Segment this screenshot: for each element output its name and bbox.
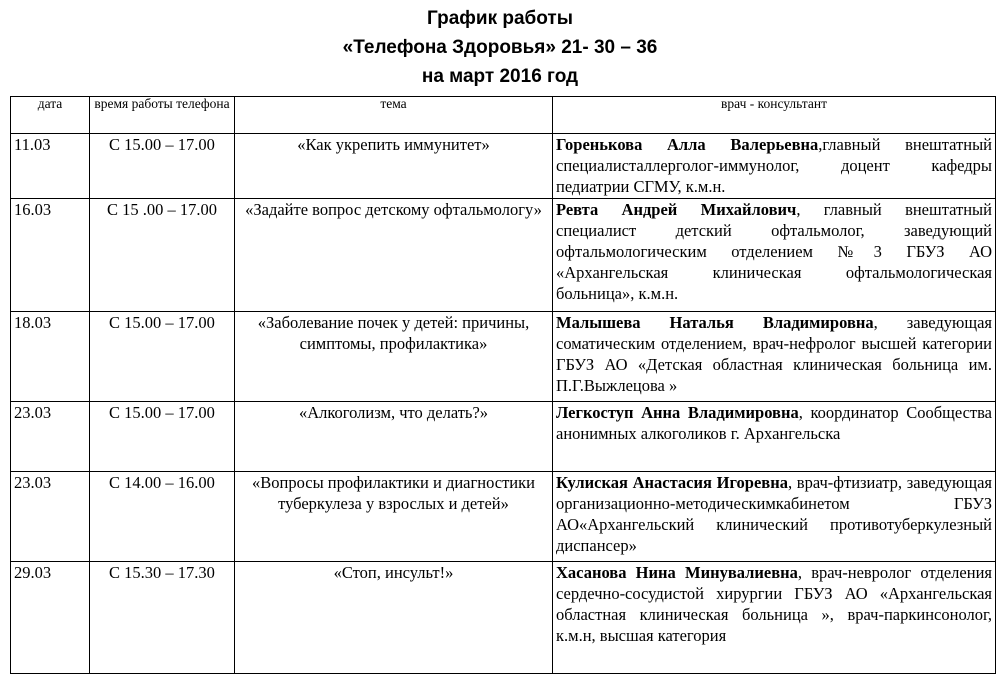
- cell-date: 23.03: [11, 472, 90, 562]
- table-row: [11, 472, 996, 562]
- table-row: [11, 134, 996, 199]
- cell-date: 18.03: [11, 312, 90, 402]
- doctor-description: , координатор Сообщества анонимных алкоголиков г. Архангельска: [556, 403, 992, 443]
- table-row: [11, 199, 996, 312]
- title-line-2: «Телефона Здоровья» 21- 30 – 36: [342, 37, 658, 58]
- doctor-description: , врач-невролог отделения сердечно-сосудистой хирургии ГБУЗ АО «Архангельская областная клиническая больница », врач-паркинсонолог, к.м.н, высшая категория: [556, 563, 992, 645]
- cell-doctor: [553, 472, 996, 562]
- schedule-table: [10, 96, 996, 674]
- cell-time: С 15.00 – 17.00: [90, 402, 235, 472]
- cell-doctor: [553, 402, 996, 472]
- doctor-name: Кулиская Анастасия Игоревна: [556, 473, 788, 492]
- header-time: время работы телефона: [90, 97, 235, 134]
- doctor-name: Легкоступ Анна Владимировна: [556, 403, 799, 422]
- cell-time: С 15.00 – 17.00: [90, 312, 235, 402]
- doctor-description: , заведующая соматическим отделением, врач-нефролог высшей категории ГБУЗ АО «Детская областная клиническая больница им. П.Г.Выжлецова »: [556, 313, 992, 395]
- doctor-description: , врач-фтизиатр, заведующая организационно-методическимкабинетом ГБУЗ АО«Архангельский клинический противотуберкулезный диспансер»: [556, 473, 992, 555]
- cell-doctor: [553, 312, 996, 402]
- cell-date: 11.03: [11, 134, 90, 199]
- cell-topic: «Как укрепить иммунитет»: [235, 134, 553, 199]
- doctor-name: Горенькова Алла Валерьевна: [556, 135, 819, 154]
- cell-topic: «Заболевание почек у детей: причины, симптомы, профилактика»: [235, 312, 553, 402]
- cell-time: С 14.00 – 16.00: [90, 472, 235, 562]
- cell-topic: «Алкоголизм, что делать?»: [235, 402, 553, 472]
- header-topic: тема: [235, 97, 553, 134]
- header-date: дата: [11, 97, 90, 134]
- table-header-row: [11, 97, 996, 134]
- doctor-name: Малышева Наталья Владимировна: [556, 313, 874, 332]
- cell-date: 16.03: [11, 199, 90, 312]
- title-line-1: График работы: [427, 8, 573, 29]
- cell-date: 29.03: [11, 562, 90, 674]
- cell-time: С 15.30 – 17.30: [90, 562, 235, 674]
- cell-topic: «Вопросы профилактики и диагностики туберкулеза у взрослых и детей»: [235, 472, 553, 562]
- document-title: [0, 0, 1000, 91]
- title-line-3: на март 2016 год: [421, 66, 579, 87]
- cell-date: 23.03: [11, 402, 90, 472]
- table-row: [11, 402, 996, 472]
- doctor-name: Хасанова Нина Минувалиевна: [556, 563, 798, 582]
- header-doctor: врач - консультант: [553, 97, 996, 134]
- doctor-name: Ревта Андрей Михайлович: [556, 200, 797, 219]
- cell-doctor: [553, 562, 996, 674]
- table-row: [11, 562, 996, 674]
- doctor-description: ,главный внештатный специалисталлерголог-иммунолог, доцент кафедры педиатрии СГМУ, к.м.н.: [556, 135, 992, 196]
- table-row: [11, 312, 996, 402]
- cell-topic: «Задайте вопрос детскому офтальмологу»: [235, 199, 553, 312]
- doctor-description: , главный внештатный специалист детский офтальмолог, заведующий офтальмологическим отделением №3 ГБУЗ АО «Архангельская клиническая офтальмологическая больница», к.м.н.: [556, 200, 992, 303]
- cell-time: С 15 .00 – 17.00: [90, 199, 235, 312]
- cell-doctor: [553, 134, 996, 199]
- cell-topic: «Стоп, инсульт!»: [235, 562, 553, 674]
- cell-time: С 15.00 – 17.00: [90, 134, 235, 199]
- cell-doctor: [553, 199, 996, 312]
